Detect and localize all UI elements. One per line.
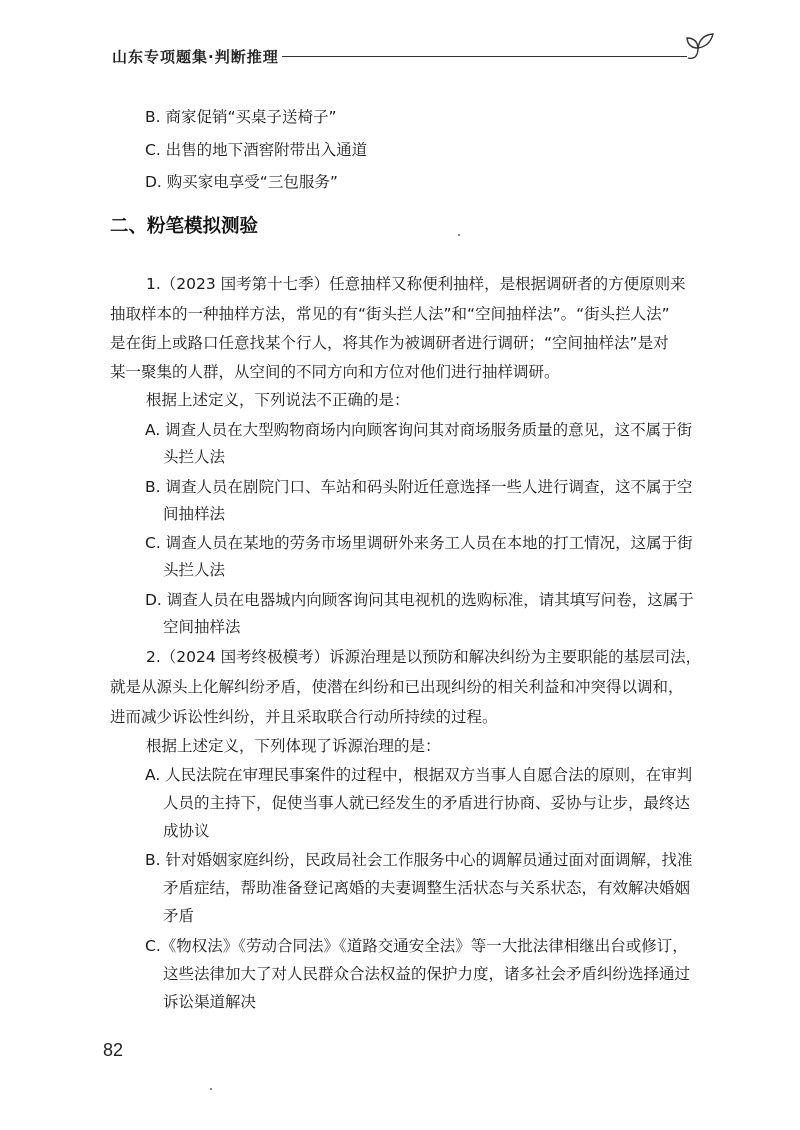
q2-option-c-cont: 诉讼渠道解决: [163, 993, 257, 1011]
header-rule: [282, 56, 687, 57]
section-title: 二、粉笔模拟测验: [110, 216, 259, 237]
page-header: [0, 0, 800, 80]
q1-option-c-cont: 头拦人法: [163, 561, 226, 579]
q1-stem-line: 某一聚集的人群，从空间的不同方向和方位对他们进行抽样调研。: [110, 363, 560, 381]
q2-option-b-cont: 矛盾: [163, 907, 195, 925]
q1-option-d-cont: 空间抽样法: [163, 618, 241, 636]
scan-speck: [210, 1088, 212, 1090]
q1-option-d: D. 调查人员在电器城内向顾客询问其电视机的选购标准，请其填写问卷，这属于: [145, 591, 694, 609]
q2-option-c: C.《物权法》《劳动合同法》《道路交通安全法》等一大批法律相继出台或修订，: [145, 937, 688, 955]
prev-option-d: D. 购买家电享受“三包服务”: [145, 173, 338, 191]
q2-option-a-cont: 人员的主持下，促使当事人就已经发生的矛盾进行协商、妥协与让步，最终达: [163, 794, 691, 812]
q2-prompt: 根据上述定义，下列体现了诉源治理的是：: [146, 737, 441, 755]
sprout-icon: [684, 30, 716, 64]
q1-option-a-cont: 头拦人法: [163, 448, 226, 466]
q1-option-b: B. 调查人员在剧院门口、车站和码头附近任意选择一些人进行调查，这不属于空: [145, 478, 693, 496]
q1-option-c: C. 调查人员在某地的劳务市场里调研外来务工人员在本地的打工情况，这属于街: [145, 534, 693, 552]
q1-prompt: 根据上述定义，下列说法不正确的是：: [146, 391, 410, 409]
prev-option-c: C. 出售的地下酒窖附带出入通道: [145, 141, 368, 159]
q1-option-b-cont: 间抽样法: [163, 505, 226, 523]
q2-option-b-cont: 矛盾症结，帮助准备登记离婚的夫妻调整生活状态与关系状态，有效解决婚姻: [163, 879, 691, 897]
page-number: 82: [103, 1040, 124, 1060]
q2-option-b: B. 针对婚姻家庭纠纷，民政局社会工作服务中心的调解员通过面对面调解，找准: [145, 851, 693, 869]
q2-option-a: A. 人民法院在审理民事案件的过程中，根据双方当事人自愿合法的原则，在审判: [145, 766, 693, 784]
prev-option-b: B. 商家促销“买桌子送椅子”: [145, 108, 337, 126]
q1-stem-line: 抽取样本的一种抽样方法，常见的有“街头拦人法”和“空间抽样法”。“街头拦人法”: [110, 305, 670, 323]
q2-stem-line: 就是从源头上化解纠纷矛盾，使潜在纠纷和已出现纠纷的相关利益和冲突得以调和，: [110, 678, 684, 696]
q1-stem-line: 是在街上或路口任意找某个行人，将其作为被调研者进行调研；“空间抽样法”是对: [110, 334, 669, 352]
scan-speck: [458, 234, 460, 236]
q2-option-a-cont: 成协议: [163, 822, 210, 840]
q2-stem-line: 2.（2024 国考终极模考）诉源治理是以预防和解决纠纷为主要职能的基层司法，: [146, 648, 702, 666]
q2-option-c-cont: 这些法律加大了对人民群众合法权益的保护力度，诸多社会矛盾纠纷选择通过: [163, 965, 691, 983]
q2-stem-line: 进而减少诉讼性纠纷，并且采取联合行动所持续的过程。: [110, 708, 498, 726]
q1-stem-line: 1.（2023 国考第十七季）任意抽样又称便利抽样，是根据调研者的方便原则来: [146, 275, 686, 293]
header-title: 山东专项题集·判断推理: [112, 48, 279, 66]
q1-option-a: A. 调查人员在大型购物商场内向顾客询问其对商场服务质量的意见，这不属于街: [145, 421, 693, 439]
